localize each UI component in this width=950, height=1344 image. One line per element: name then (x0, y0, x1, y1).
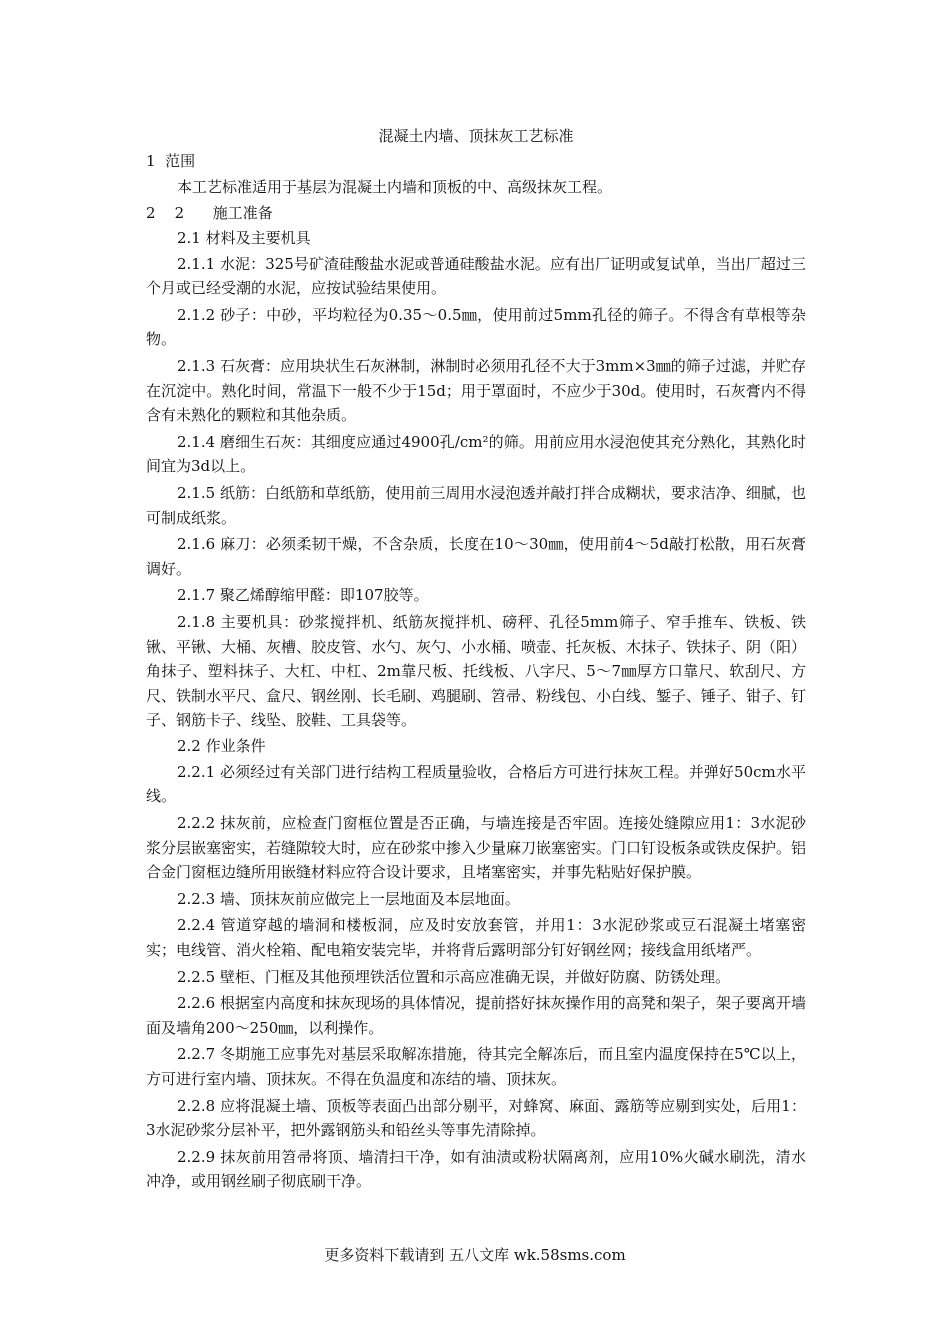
paragraph-2-1-6: 2.1.6 麻刀：必须柔韧干燥，不含杂质，长度在10～30㎜，使用前4～5d敲打松散，用石灰膏调好。 (146, 535, 806, 578)
paragraph-2-1-8: 2.1.8 主要机具：砂浆搅拌机、纸筋灰搅拌机、磅秤、孔径5mm筛子、窄手推车、铁板、铁锹、平锹、大桶、灰槽、胶皮管、水勺、灰勺、小水桶、喷壶、托灰板、木抹子、铁抹子、阴（阳）角抹子、塑料抹子、大杠、中杠、2m靠尺板、托线板、八字尺、5～7㎜厚方口靠尺、软刮尺、方尺、铁制水平尺、盒尺、钢丝刚、长毛刷、鸡腿刷、笤帚、粉线包、小白线、錾子、锤子、钳子、钉子、钢筋卡子、线坠、胶鞋、工具袋等。 (146, 612, 807, 730)
subsection-2-2-heading: 2.2 作业条件 (177, 736, 266, 755)
paragraph-2-2-5: 2.2.5 壁柜、门框及其他预埋铁活位置和示高应准确无误，并做好防腐、防锈处理。 (177, 967, 730, 986)
paragraph-2-2-9: 2.2.9 抹灰前用笤帚将顶、墙清扫干净，如有油渍或粉状隔离剂，应用10%火碱水刷洗，清水冲净，或用钢丝刷子彻底刷干净。 (146, 1147, 806, 1191)
paragraph-2-1-4: 2.1.4 磨细生石灰：其细度应通过4900孔/cm²的筛。用前应用水浸泡使其充分熟化，其熟化时间宜为3d以上。 (146, 432, 806, 476)
paragraph-2-1-1: 2.1.1 水泥：325号矿渣硅酸盐水泥或普通硅酸盐水泥。应有出厂证明或复试单，当出厂超过三个月或已经受潮的水泥，应按试验结果使用。 (146, 254, 806, 298)
paragraph-2-2-8: 2.2.8 应将混凝土墙、顶板等表面凸出部分剔平，对蜂窝、麻面、露筋等应剔到实处，后用1：3水泥砂浆分层补平，把外露钢筋头和铅丝头等事先清除掉。 (146, 1096, 806, 1140)
document-page (146, 125, 806, 1196)
section-1-heading: 1 范围 (146, 152, 196, 170)
page-footer: 更多资料下载请到 五八文库 wk.58sms.com (324, 1246, 626, 1264)
section-2-heading: 2 2 施工准备 (146, 203, 273, 222)
paragraph-2-2-2: 2.2.2 抹灰前，应检查门窗框位置是否正确，与墙连接是否牢固。连接处缝隙应用1：3水泥砂浆分层嵌塞密实，若缝隙较大时，应在砂浆中掺入少量麻刀嵌塞密实。门口钉设板条或铁皮保护。铝合金门窗框边缝所用嵌缝材料应符合设计要求，且堵塞密实，并事先粘贴好保护膜。 (146, 814, 807, 882)
paragraph-2-1-3: 2.1.3 石灰膏：应用块状生石灰淋制，淋制时必须用孔径不大于3mm×3㎜的筛子过滤，并贮存在沉淀中。熟化时间，常温下一般不少于15d；用于罩面时，不应少于30d。使用时，石灰膏内不得含有未熟化的颗粒和其他杂质。 (146, 356, 806, 425)
document-title: 混凝土内墙、顶抹灰工艺标准 (378, 127, 574, 145)
paragraph-2-1-2: 2.1.2 砂子：中砂，平均粒径为0.35～0.5㎜，使用前过5mm孔径的筛子。不得含有草根等杂物。 (146, 305, 806, 349)
paragraph-2-1-5: 2.1.5 纸筋：白纸筋和草纸筋，使用前三周用水浸泡透并敲打拌合成糊状，要求洁净、细腻，也可制成纸浆。 (146, 483, 806, 527)
paragraph-2-1-7: 2.1.7 聚乙烯醇缩甲醛：即107胶等。 (177, 586, 429, 605)
paragraph-2-2-4: 2.2.4 管道穿越的墙洞和楼板洞，应及时安放套管，并用1：3水泥砂浆或豆石混凝土堵塞密实；电线管、消火栓箱、配电箱安装完毕，并将背后露明部分钉好钢丝网；接线盒用纸堵严。 (146, 916, 806, 960)
section-1-text: 本工艺标准适用于基层为混凝土内墙和顶板的中、高级抹灰工程。 (177, 178, 613, 196)
paragraph-2-2-6: 2.2.6 根据室内高度和抹灰现场的具体情况，提前搭好抹灰操作用的高凳和架子，架子要离开墙面及墙角200～250㎜，以利操作。 (146, 994, 806, 1037)
paragraph-2-2-7: 2.2.7 冬期施工应事先对基层采取解冻措施，待其完全解冻后，而且室内温度保持在5℃以上，方可进行室内墙、顶抹灰。不得在负温度和冻结的墙、顶抹灰。 (146, 1045, 806, 1088)
paragraph-2-2-3: 2.2.3 墙、顶抹灰前应做完上一层地面及本层地面。 (177, 889, 520, 908)
subsection-2-1-heading: 2.1 材料及主要机具 (177, 228, 311, 247)
paragraph-2-2-1: 2.2.1 必须经过有关部门进行结构工程质量验收，合格后方可进行抹灰工程。并弹好50cm水平线。 (146, 762, 806, 806)
